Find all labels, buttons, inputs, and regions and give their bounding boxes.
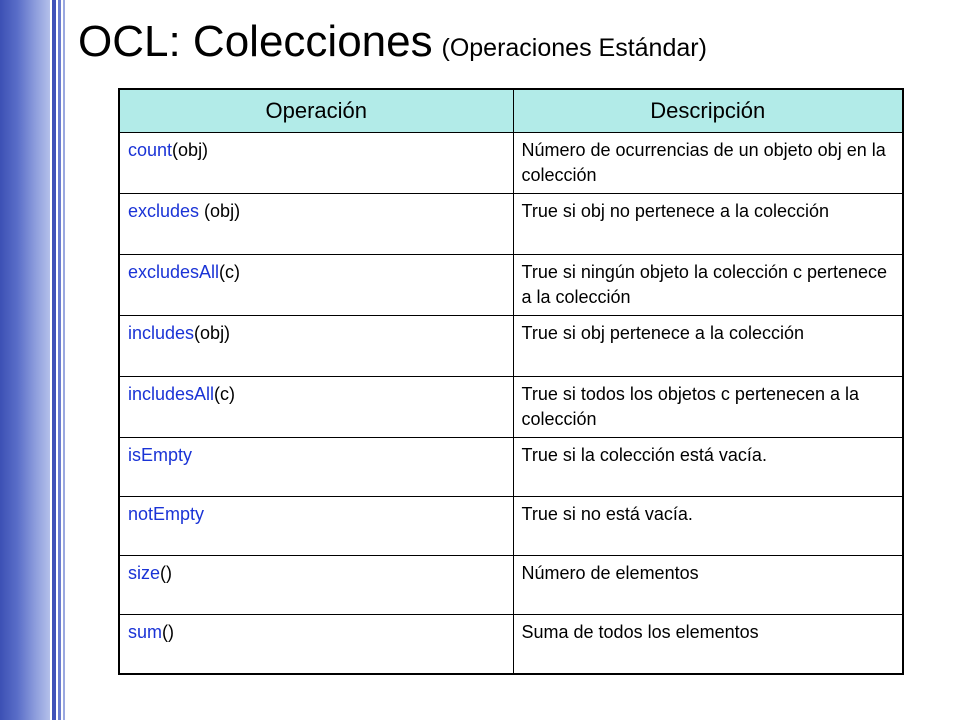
operation-cell [119, 615, 513, 674]
left-decorative-band [0, 0, 50, 720]
operation-cell [119, 438, 513, 497]
description-cell: Número de ocurrencias de un objeto obj en la colección [513, 133, 903, 194]
operation-name: includesAll [128, 384, 215, 404]
table-row [119, 556, 903, 615]
operation-name: excludes [128, 201, 200, 221]
operation-args: () [160, 563, 173, 583]
table-row [119, 377, 903, 438]
description-cell: True si obj no pertenece a la colección [513, 194, 903, 255]
description-cell: True si obj pertenece a la colección [513, 316, 903, 377]
operation-name: size [128, 563, 161, 583]
table-row [119, 194, 903, 255]
operation-name: count [128, 140, 173, 160]
operation-name: includes [128, 323, 195, 343]
operation-args: (obj) [194, 323, 231, 343]
table-row [119, 316, 903, 377]
operation-cell [119, 133, 513, 194]
description-cell: Suma de todos los elementos [513, 615, 903, 674]
column-header-description: Descripción [513, 89, 903, 133]
table-row [119, 497, 903, 556]
operation-name: isEmpty [128, 445, 193, 465]
operation-cell [119, 255, 513, 316]
left-stripe-2 [58, 0, 61, 720]
operation-args: (obj) [199, 201, 241, 221]
table-header-row [119, 89, 903, 133]
operation-args: (c) [214, 384, 236, 404]
description-cell: True si la colección está vacía. [513, 438, 903, 497]
operation-args: () [162, 622, 175, 642]
operations-table [118, 88, 904, 675]
table-row [119, 615, 903, 674]
operation-name: sum [128, 622, 163, 642]
operation-cell [119, 377, 513, 438]
description-cell: True si no está vacía. [513, 497, 903, 556]
operation-cell [119, 497, 513, 556]
table-row [119, 133, 903, 194]
left-stripe-1 [52, 0, 56, 720]
operation-cell [119, 556, 513, 615]
description-cell: True si todos los objetos c pertenecen a la colección [513, 377, 903, 438]
operation-cell [119, 316, 513, 377]
table-row [119, 255, 903, 316]
description-cell: Número de elementos [513, 556, 903, 615]
operation-args: (obj) [172, 140, 209, 160]
operation-cell [119, 194, 513, 255]
operation-args: (c) [219, 262, 241, 282]
title-subtitle: (Operaciones Estándar) [441, 34, 707, 62]
left-stripe-3 [63, 0, 65, 720]
slide-title [78, 17, 707, 66]
operation-name: excludesAll [128, 262, 220, 282]
column-header-operation: Operación [119, 89, 513, 133]
operation-name: notEmpty [128, 504, 205, 524]
table-row [119, 438, 903, 497]
title-main: OCL: Colecciones [78, 17, 433, 66]
description-cell: True si ningún objeto la colección c pertenece a la colección [513, 255, 903, 316]
